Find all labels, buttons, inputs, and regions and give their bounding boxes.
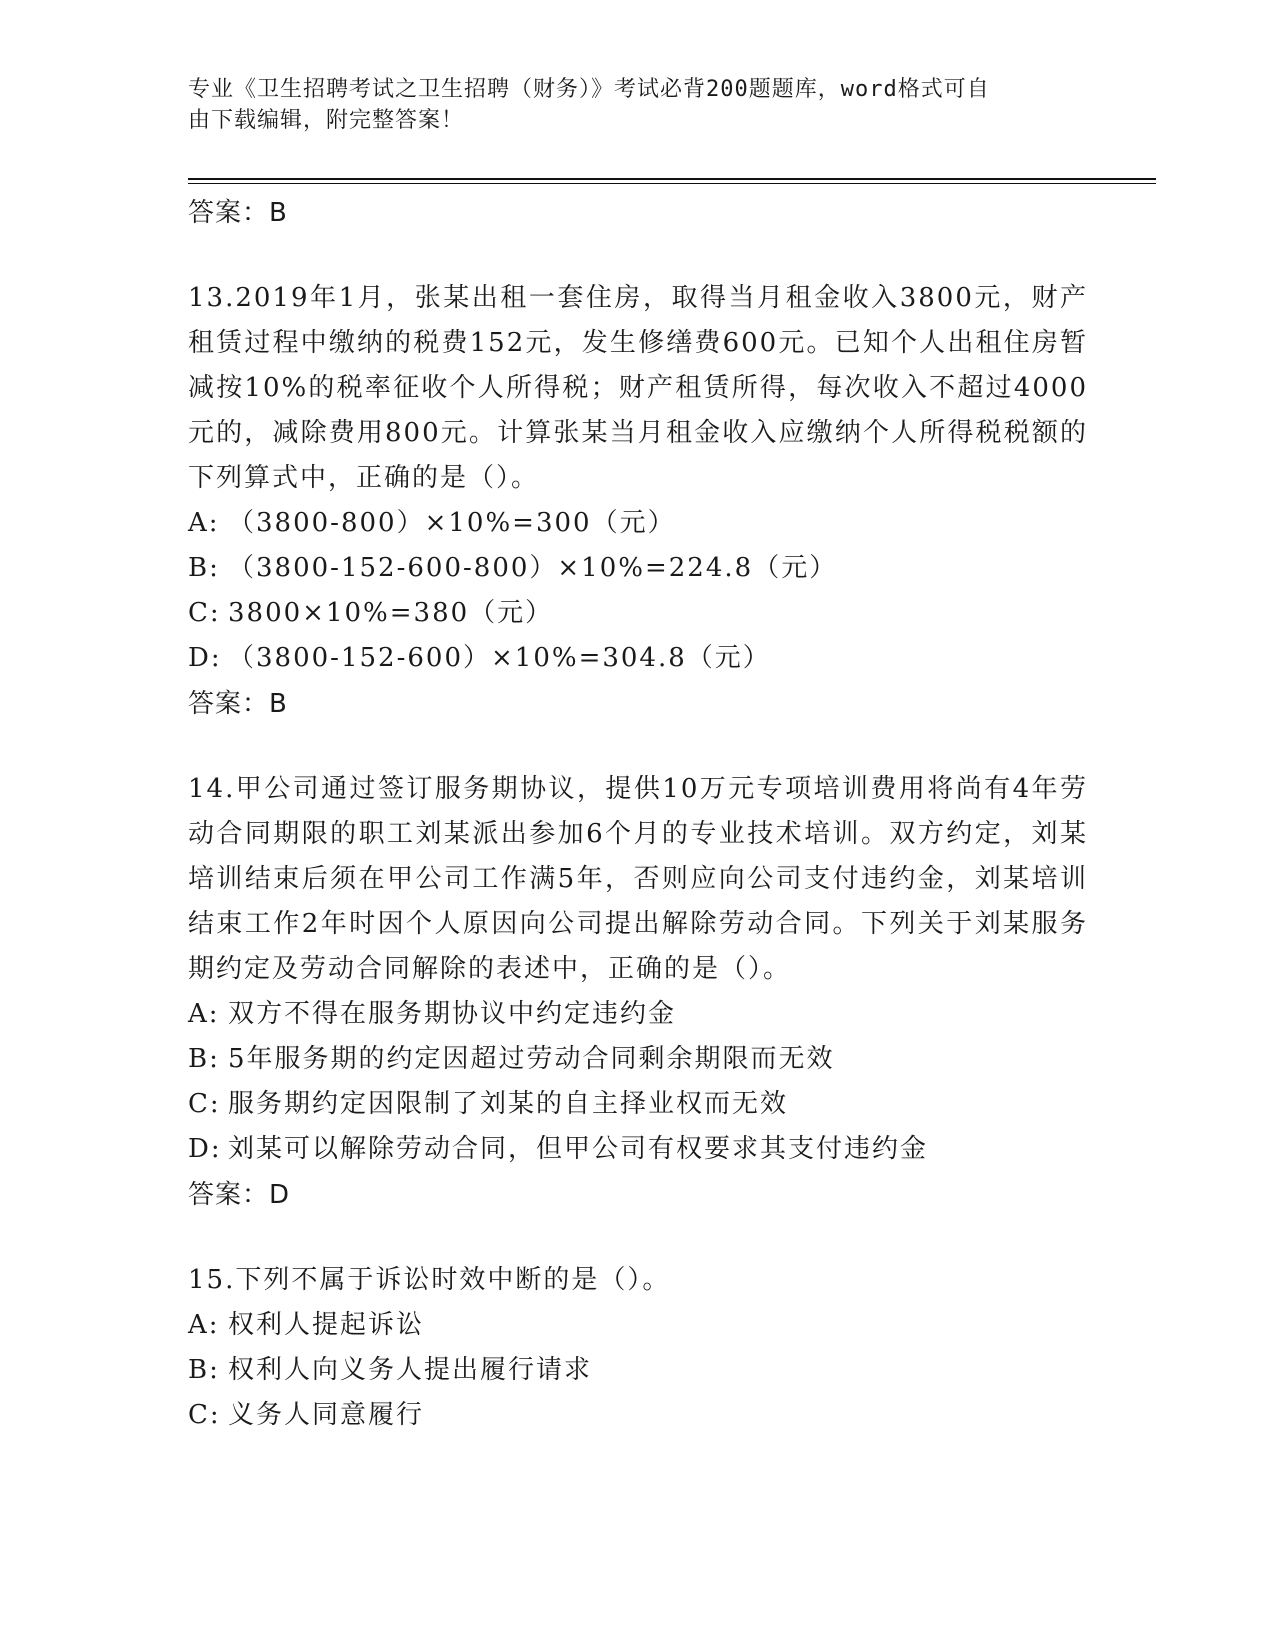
question-text: 14.甲公司通过签订服务期协议，提供10万元专项培训费用将尚有4年劳动合同期限的职工刘某派出参加6个月的专业技术培训。双方约定，刘某培训结束后须在甲公司工作满5年，否则应向公司支付违约金，刘某培训结束工作2年时因个人原因向公司提出解除劳动合同。下列关于刘某服务期约定及劳动合同解除的表述中，正确的是（）。 xyxy=(188,774,1088,984)
option-text: 义务人同意履行 xyxy=(228,1400,425,1430)
header-line-2: 由下载编辑，附完整答案！ xyxy=(188,108,465,133)
question-text: 13.2019年1月，张某出租一套住房，取得当月租金收入3800元，财产租赁过程中缴纳的税费152元，发生修缮费600元。已知个人出租住房暂减按10%的税率征收个人所得税；财产租赁所得，每次收入不超过4000元的，减除费用800元。计算张某当月租金收入应缴纳个人所得税税额的下列算式中，正确的是（）。 xyxy=(188,283,1088,493)
option-text: （3800-152-600）×10%=304.8（元） xyxy=(228,643,771,673)
option-c xyxy=(188,1393,1088,1438)
option-letter: A: xyxy=(188,1310,220,1340)
option-text: 双方不得在服务期协议中约定违约金 xyxy=(228,999,677,1029)
option-letter: B: xyxy=(188,1355,220,1385)
option-letter: D: xyxy=(188,643,222,673)
option-text: （3800-152-600-800）×10%=224.8（元） xyxy=(228,553,838,583)
option-letter: B: xyxy=(188,553,220,583)
header-divider-thin xyxy=(188,183,1156,184)
question-13 xyxy=(188,276,1088,727)
question-answer: 答案：B xyxy=(188,689,288,719)
question-15 xyxy=(188,1258,1088,1438)
option-d xyxy=(188,1127,1088,1172)
spacer xyxy=(188,236,1088,276)
option-d xyxy=(188,636,1088,681)
option-letter: A: xyxy=(188,508,220,538)
option-a xyxy=(188,992,1088,1037)
option-letter: A: xyxy=(188,999,220,1029)
option-a xyxy=(188,501,1088,546)
question-answer: 答案：D xyxy=(188,1180,291,1210)
option-text: 5年服务期的约定因超过劳动合同剩余期限而无效 xyxy=(228,1044,835,1074)
option-text: 权利人提起诉讼 xyxy=(228,1310,425,1340)
question-text: 15.下列不属于诉讼时效中断的是（）。 xyxy=(188,1265,671,1295)
option-text: 服务期约定因限制了刘某的自主择业权而无效 xyxy=(228,1089,789,1119)
document-header xyxy=(188,74,1088,136)
spacer xyxy=(188,727,1088,767)
option-letter: C: xyxy=(188,598,221,628)
option-b xyxy=(188,546,1088,591)
option-text: （3800-800）×10%=300（元） xyxy=(228,508,676,538)
option-text: 3800×10%=380（元） xyxy=(228,598,554,628)
option-text: 刘某可以解除劳动合同，但甲公司有权要求其支付违约金 xyxy=(228,1134,929,1164)
option-letter: B: xyxy=(188,1044,220,1074)
option-letter: C: xyxy=(188,1400,221,1430)
option-c xyxy=(188,591,1088,636)
option-letter: C: xyxy=(188,1089,221,1119)
option-a xyxy=(188,1303,1088,1348)
previous-answer: 答案：B xyxy=(188,198,288,228)
option-letter: D: xyxy=(188,1134,222,1164)
question-list xyxy=(188,190,1088,1438)
option-b xyxy=(188,1037,1088,1082)
option-c xyxy=(188,1082,1088,1127)
option-text: 权利人向义务人提出履行请求 xyxy=(228,1355,593,1385)
option-b xyxy=(188,1348,1088,1393)
spacer xyxy=(188,1218,1088,1258)
header-line-1: 专业《卫生招聘考试之卫生招聘（财务）》考试必背200题题库，word格式可自 xyxy=(188,77,990,102)
header-divider-thick xyxy=(188,178,1156,180)
question-14 xyxy=(188,767,1088,1218)
